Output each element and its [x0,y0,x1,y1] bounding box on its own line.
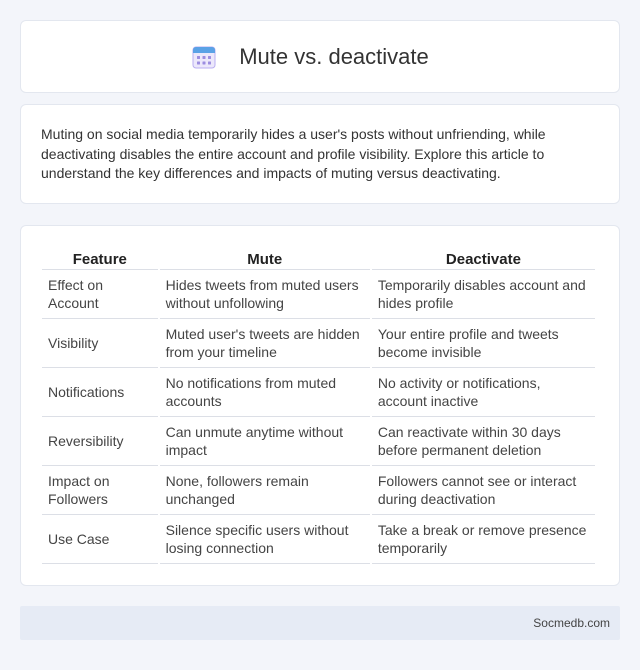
header-mute: Mute [160,246,370,270]
mute-cell: Silence specific users without losing connection [160,515,370,564]
table-row [42,466,595,515]
mute-cell: Can unmute anytime without impact [160,417,370,466]
header-deactivate: Deactivate [372,246,595,270]
table-row [42,319,595,368]
table-header-row [42,246,595,270]
header-feature: Feature [42,246,158,270]
feature-cell: Visibility [42,319,158,368]
intro-paragraph: Muting on social media temporarily hides a user's posts without unfriending, while deactivating disables the entire account and profile visibility. Explore this article to understand the key differences and impacts of muting versus deactivating. [41,126,546,181]
mute-cell: Hides tweets from muted users without unfollowing [160,270,370,319]
feature-cell: Notifications [42,368,158,417]
feature-cell: Reversibility [42,417,158,466]
table-row [42,270,595,319]
feature-cell: Impact on Followers [42,466,158,515]
mute-cell: Muted user's tweets are hidden from your timeline [160,319,370,368]
intro-card [20,104,620,204]
deactivate-cell: Followers cannot see or interact during deactivation [372,466,595,515]
comparison-table [40,246,597,564]
mute-cell: No notifications from muted accounts [160,368,370,417]
feature-cell: Use Case [42,515,158,564]
footer-bar [20,606,620,640]
deactivate-cell: No activity or notifications, account inactive [372,368,595,417]
page-title: Mute vs. deactivate [239,43,429,69]
table-row [42,368,595,417]
title-card [20,20,620,93]
calendar-icon [191,44,217,70]
mute-cell: None, followers remain unchanged [160,466,370,515]
table-row [42,417,595,466]
table-row [42,515,595,564]
footer-site-link[interactable]: Socmedb.com [533,616,610,630]
feature-cell: Effect on Account [42,270,158,319]
comparison-card [20,225,620,586]
deactivate-cell: Temporarily disables account and hides profile [372,270,595,319]
deactivate-cell: Your entire profile and tweets become invisible [372,319,595,368]
deactivate-cell: Can reactivate within 30 days before permanent deletion [372,417,595,466]
deactivate-cell: Take a break or remove presence temporarily [372,515,595,564]
